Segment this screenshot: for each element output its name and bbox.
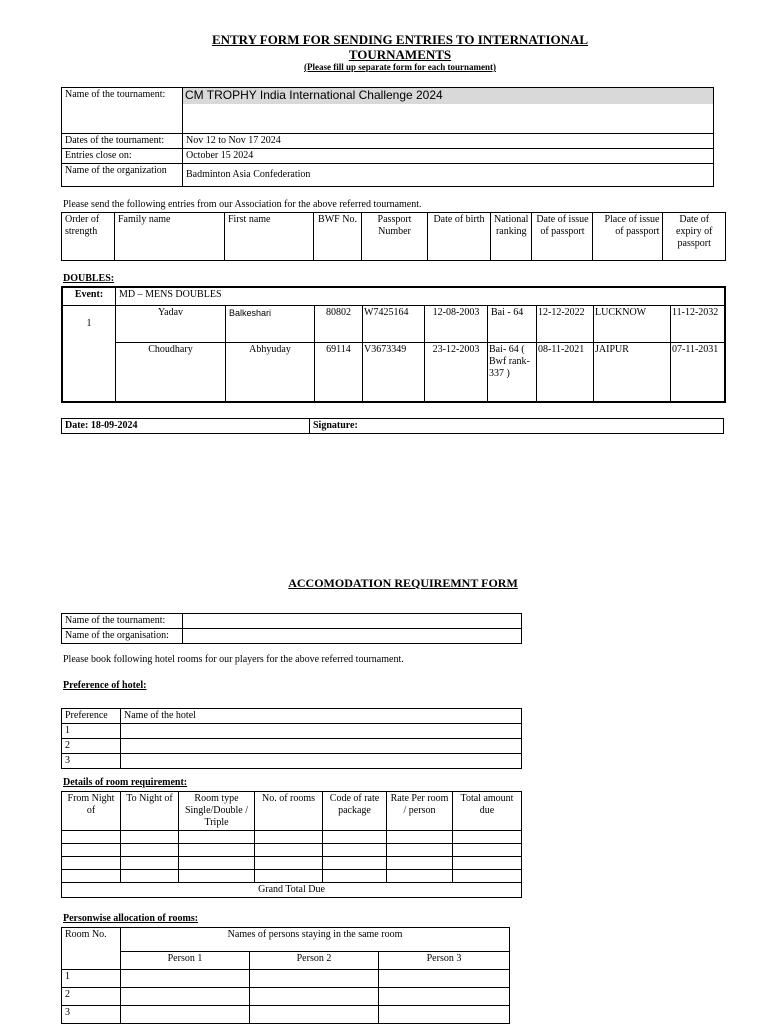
header-first-name: First name <box>225 213 314 261</box>
personwise-label: Personwise allocation of rooms: <box>63 913 199 924</box>
tournament-dates-label: Dates of the tournament: <box>62 134 183 149</box>
organization-value: Badminton Asia Confederation <box>183 164 714 187</box>
player1-ranking: Bai - 64 <box>488 305 537 342</box>
header-rate-per-room: Rate Per room / person <box>387 792 453 831</box>
table-row <box>62 739 522 754</box>
date-value: Date: 18-09-2024 <box>62 419 310 434</box>
table-row <box>62 1006 510 1024</box>
header-person-names: Names of persons staying in the same room <box>121 928 510 952</box>
table-row <box>62 342 725 402</box>
entry-instruction: Please send the following entries from our Association for the above referred tournament. <box>63 199 422 210</box>
acc-tournament-label: Name of the tournament: <box>62 614 183 629</box>
player2-family: Choudhary <box>116 342 226 402</box>
header-dob: Date of birth <box>428 213 491 261</box>
hotel-pref-number: 1 <box>62 724 121 739</box>
header-family-name: Family name <box>115 213 225 261</box>
tournament-name-value: CM TROPHY India International Challenge 2024 <box>183 88 713 104</box>
tournament-name-label: Name of the tournament: <box>62 88 183 134</box>
player1-expiry: 11-12-2032 <box>671 305 726 342</box>
room-requirement-label: Details of room requirement: <box>63 777 188 788</box>
entry-form-title-line2: TOURNAMENTS <box>348 47 452 62</box>
room-requirement-table <box>61 791 522 898</box>
organization-label: Name of the organization <box>62 164 183 187</box>
player1-first: Balkeshari <box>226 305 315 342</box>
table-row <box>62 844 522 857</box>
entries-close-label: Entries close on: <box>62 149 183 164</box>
hotel-preference-table <box>61 708 522 769</box>
player2-expiry: 07-11-2031 <box>671 342 726 402</box>
room-number: 3 <box>62 1006 121 1024</box>
player1-dob: 12-08-2003 <box>425 305 488 342</box>
doubles-table <box>61 286 726 403</box>
room-number: 2 <box>62 988 121 1006</box>
tournament-info-table <box>61 87 714 187</box>
table-row <box>62 754 522 769</box>
player2-bwf: 69114 <box>315 342 363 402</box>
player1-issue-date: 12-12-2022 <box>537 305 594 342</box>
player2-first: Abhyuday <box>226 342 315 402</box>
entry-header-table <box>61 212 726 261</box>
tournament-dates-value: Nov 12 to Nov 17 2024 <box>183 134 714 149</box>
table-row <box>62 870 522 883</box>
event-label: Event: <box>62 287 116 305</box>
hotel-name-cell <box>121 724 522 739</box>
table-row <box>62 831 522 844</box>
header-room-type: Room type Single/Double / Triple <box>179 792 255 831</box>
header-to-night: To Night of <box>121 792 179 831</box>
header-issue-date: Date of issue of passport <box>532 213 593 261</box>
hotel-pref-number: 3 <box>62 754 121 769</box>
player2-ranking: Bai- 64 ( Bwf rank- 337 ) <box>488 342 537 402</box>
acc-tournament-value <box>183 614 522 629</box>
table-row <box>62 724 522 739</box>
table-row <box>62 970 510 988</box>
header-order: Order of strength <box>62 213 115 261</box>
header-person-1: Person 1 <box>121 952 250 970</box>
player2-passport: V3673349 <box>363 342 425 402</box>
player1-family: Yadav <box>116 305 226 342</box>
table-row <box>62 988 510 1006</box>
player1-passport: W7425164 <box>363 305 425 342</box>
header-ranking: National ranking <box>491 213 532 261</box>
entries-close-value: October 15 2024 <box>183 149 714 164</box>
hotel-name-cell <box>121 739 522 754</box>
header-bwf-no: BWF No. <box>314 213 362 261</box>
doubles-label: DOUBLES: <box>63 273 115 284</box>
header-total-due: Total amount due <box>453 792 522 831</box>
event-value: MD – MENS DOUBLES <box>116 287 726 305</box>
accommodation-form-title: ACCOMODATION REQUIREMNT FORM <box>288 576 518 590</box>
personwise-table <box>61 927 510 1024</box>
acc-organisation-label: Name of the organisation: <box>62 629 183 644</box>
acc-organisation-value <box>183 629 522 644</box>
entry-form-title-line1: ENTRY FORM FOR SENDING ENTRIES TO INTERNATIONAL <box>211 32 589 47</box>
accommodation-info-table <box>61 613 522 644</box>
table-row <box>62 305 725 342</box>
player1-bwf: 80802 <box>315 305 363 342</box>
date-signature-table <box>61 418 724 434</box>
header-issue-place: Place of issue of passport <box>593 213 663 261</box>
player2-dob: 23-12-2003 <box>425 342 488 402</box>
hotel-preference-label: Preference of hotel: <box>63 680 147 691</box>
header-expiry: Date of expiry of passport <box>663 213 726 261</box>
accommodation-instruction: Please book following hotel rooms for our players for the above referred tournament. <box>63 654 404 665</box>
player2-issue-date: 08-11-2021 <box>537 342 594 402</box>
header-person-3: Person 3 <box>379 952 510 970</box>
order-value: 1 <box>62 305 116 402</box>
player2-issue-place: JAIPUR <box>594 342 671 402</box>
header-hotel-name: Name of the hotel <box>121 709 522 724</box>
entry-form-subtitle: (Please fill up separate form for each tournament) <box>303 62 497 72</box>
header-person-2: Person 2 <box>250 952 379 970</box>
header-passport: Passport Number <box>362 213 428 261</box>
signature-label: Signature: <box>310 419 724 434</box>
table-row <box>62 857 522 870</box>
grand-total-label: Grand Total Due <box>62 883 522 898</box>
tournament-name-cell <box>183 88 714 134</box>
header-num-rooms: No. of rooms <box>255 792 323 831</box>
header-room-no: Room No. <box>62 928 121 970</box>
hotel-pref-number: 2 <box>62 739 121 754</box>
header-from-night: From Night of <box>62 792 121 831</box>
player1-issue-place: LUCKNOW <box>594 305 671 342</box>
header-rate-code: Code of rate package <box>323 792 387 831</box>
hotel-name-cell <box>121 754 522 769</box>
header-preference: Preference <box>62 709 121 724</box>
room-number: 1 <box>62 970 121 988</box>
